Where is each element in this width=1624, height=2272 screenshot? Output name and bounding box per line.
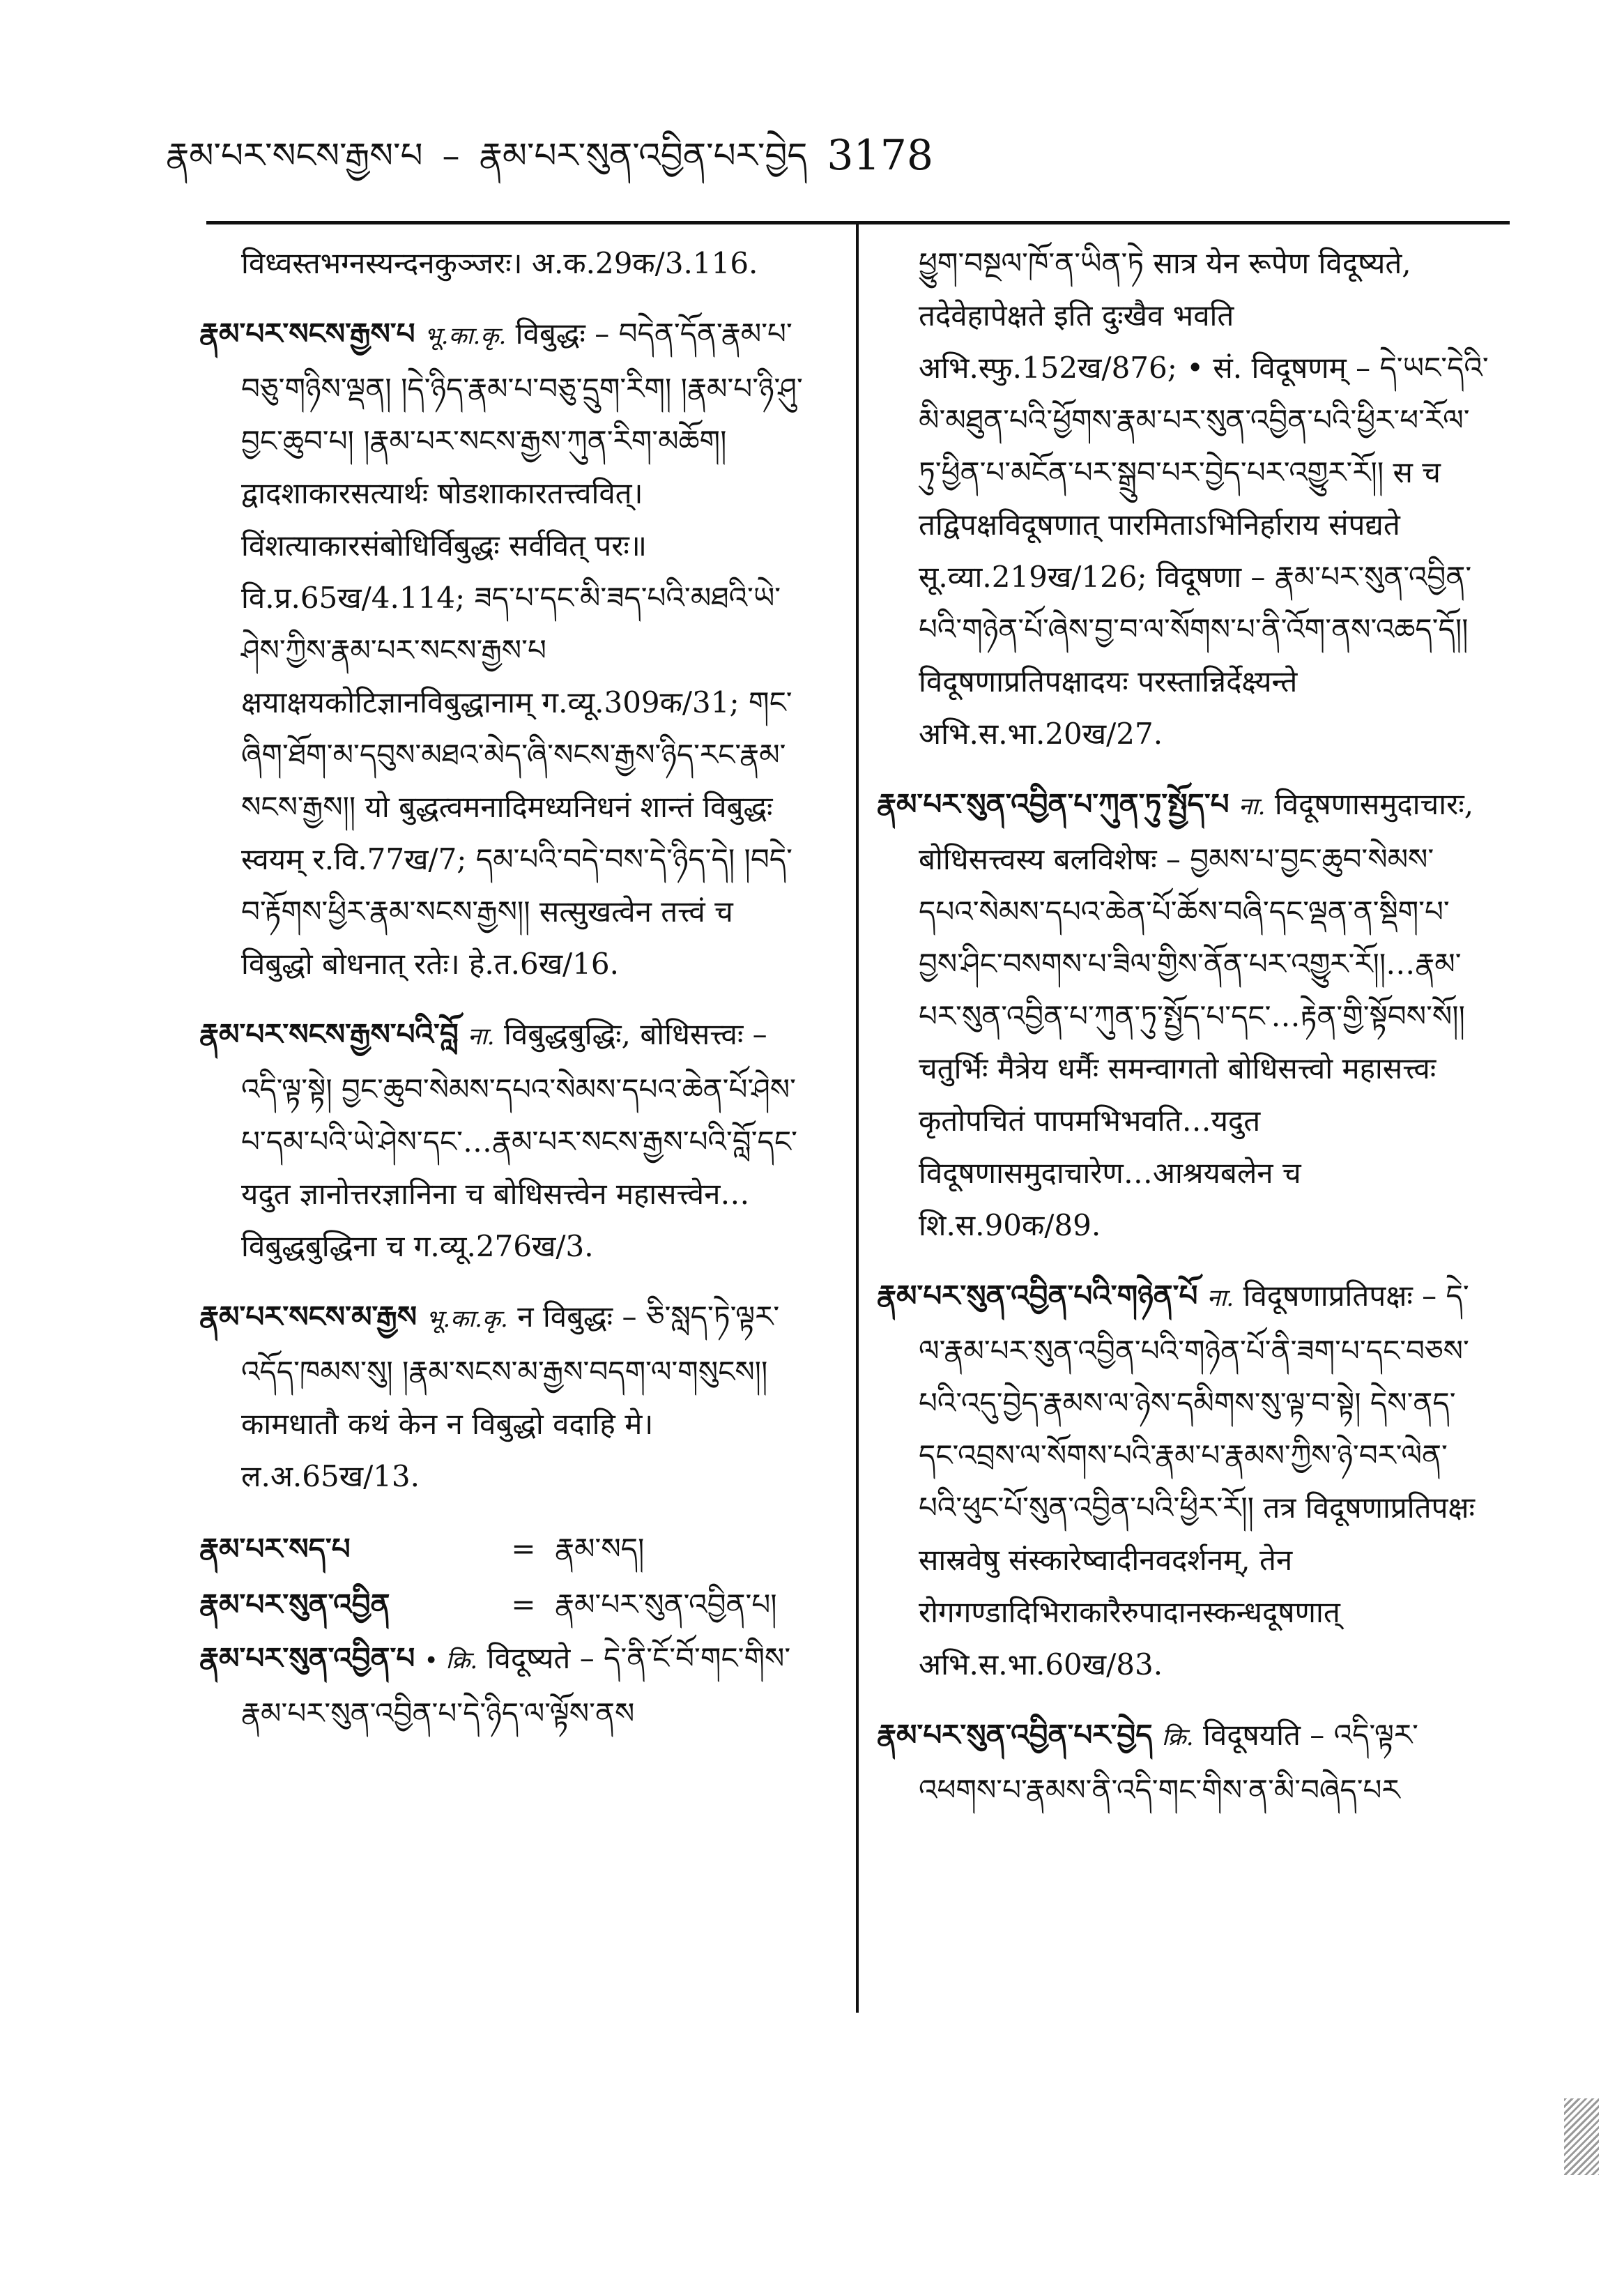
grammar-abbr: ना. [1206,1284,1234,1312]
grammar-abbr: भू.का.कृ. [424,322,507,350]
dictionary-entry [877,1709,1490,1816]
cross-reference [199,1576,813,1632]
continuation-text: ཕྱུག་བསྔལ་ཁོ་ན་ཡིན་ཏེ सात्र येन रूपेण विदूष्यते, तदेवेहापेक्षते इति दुःखैव भवति अभि.स्फु.152ख/876; • सं. विदूषणम् – དེ་ཡང་དེའི་མི་མཐུན་པའི་ཕྱོགས་རྣམ་པར་སུན་འབྱིན་པའི་ཕྱིར་ཕ་རོལ་ཏུ་ཕྱིན་པ་མངོན་པར་སྒྲུབ་པར་བྱེད་པར་འགྱུར་རོ།། स च तद्विपक्षविदूषणात् पारमिताऽभिनिर्हाराय संपद्यते सू.व्या.219ख/126; विदूषणा – རྣམ་པར་སུན་འབྱིན་པའི་གཉེན་པོ་ཞེས་བྱ་བ་ལ་སོགས་པ་ནི་འོག་ནས་འཆད་དོ།། विदूषणाप्रतिपक्षादयः परस्तान्निर्देक्ष्यन्ते अभि.स.भा.20ख/27. [919,246,1489,751]
entry-body: विदूषणाप्रतिपक्षः – དེ་ལ་རྣམ་པར་སུན་འབྱིན་པའི་གཉེན་པོ་ནི་ཟག་པ་དང་བཅས་པའི་འདུ་བྱེད་རྣམས་ལ་ཉེས་དམིགས་སུ་ལྟ་བ་སྟེ། དེས་ནད་དང་འབྲས་ལ་སོགས་པའི་རྣམ་པ་རྣམས་ཀྱིས་ཉེ་བར་ལེན་པའི་ཕུང་པོ་སུན་འབྱིན་པའི་ཕྱིར་རོ།། तत्र विदूषणाप्रतिपक्षः सास्रवेषु संस्कारेष्वादीनवदर्शनम्, तेन रोगगण्डादिभिराकारैरुपादानस्कन्धदूषणात् अभि.स.भा.60ख/83. [919,1279,1476,1682]
grammar-abbr: ना. [1238,793,1266,821]
entry-body: विबुद्धबुद्धिः, बोधिसत्त्वः – འདི་ལྟ་སྟེ། བྱང་ཆུབ་སེམས་དཔའ་སེམས་དཔའ་ཆེན་པོ་ཤེས་པ་དམ་པའི་ཡེ་ཤེས་དང་…རྣམ་པར་སངས་རྒྱས་པའི་བློ་དང་ यदुत ज्ञानोत्तरज्ञानिना च बोधिसत्त्वेन महासत्त्वेन…विबुद्धबुद्धिना च ग.व्यू.276ख/3. [241,1017,797,1263]
grammar-abbr: क्रि. [1161,1723,1194,1751]
entry-headword: རྣམ་པར་སངས་རྒྱས་པའི་བློ [199,1017,459,1051]
grammar-abbr: भू.का.कृ. [426,1305,508,1333]
grammar-abbr: • क्रि. [424,1647,478,1675]
entry-body: विदूषणासमुदाचारः, बोधिसत्त्वस्य बलविशेषः – བྱམས་པ་བྱང་ཆུབ་སེམས་དཔའ་སེམས་དཔའ་ཆེན་པོ་ཆོས་བཞི་དང་ལྡན་ན་སྡིག་པ་བྱས་ཤིང་བསགས་པ་ཟིལ་གྱིས་ནོན་པར་འགྱུར་རོ།།…རྣམ་པར་སུན་འབྱིན་པ་ཀུན་ཏུ་སྤྱོད་པ་དང་…རྟེན་གྱི་སྟོབས་སོ།། चतुर्भिः मैत्रेय धर्मैः समन्वागतो बोधिसत्त्वो महासत्त्वः कृतोपचितं पापमभिभवति…यदुत विदूषणासमुदाचारेण…आश्रयबलेन च शि.स.90क/89. [919,787,1474,1242]
cross-reference-list [199,1520,813,1632]
entry-body: न विबुद्धः – ཅི་སླད་ཏེ་ལྟར་འདོད་ཁམས་སུ། །རྣམ་སངས་མ་རྒྱས་བདག་ལ་གསུངས།། कामधातौ कथं केन न विबुद्धो वदाहि मे। ल.अ.65ख/13. [241,1299,780,1493]
xref-equals: = [511,1531,536,1566]
xref-target: རྣམ་སད། [555,1531,645,1566]
header-dash: – [442,135,460,176]
entry-headword: རྣམ་པར་སངས་མ་རྒྱས [199,1299,418,1334]
entry-headword: རྣམ་པར་སངས་རྒྱས་པ [199,317,415,351]
column-divider [856,224,859,2013]
entry-headword: རྣམ་པར་སུན་འབྱིན་པའི་གཉེན་པོ [877,1279,1198,1313]
dictionary-entry [877,778,1490,1251]
grammar-abbr: ना. [468,1023,495,1051]
dictionary-entry [877,1270,1490,1691]
xref-term: རྣམ་པར་སུན་འབྱིན [199,1587,390,1622]
page-number: 3178 [827,131,934,180]
dictionary-entry [199,1008,813,1272]
entry-headword: རྣམ་པར་སུན་འབྱིན་པ་ཀུན་ཏུ་སྤྱོད་པ [877,787,1230,821]
scan-artifact [1564,2098,1599,2175]
entry-headword: རྣམ་པར་སུན་འབྱིན་པ [199,1641,415,1675]
dictionary-entry [199,307,813,990]
left-column [199,237,813,2022]
header-last-headword: རྣམ་པར་སུན་འབྱིན་པར་བྱེད [479,135,808,176]
entry-headword: རྣམ་པར་སུན་འབྱིན་པར་བྱེད [877,1718,1153,1752]
xref-term: རྣམ་པར་སད་པ [199,1531,351,1566]
right-column [877,237,1490,2022]
entry-body: विदूष्यते – དེ་ནི་ངོ་བོ་གང་གིས་རྣམ་པར་སུན་འབྱིན་པ་དེ་ཉིད་ལ་ལྟོས་ནས [241,1641,791,1730]
dictionary-entry [199,1632,813,1739]
continuation-line: विध्वस्तभग्नस्यन्दनकुञ्जरः। अ.क.29क/3.116. [241,246,758,280]
entry-body: विबुद्धः – བདེན་དོན་རྣམ་པ་བཅུ་གཉིས་ལྡན། །དེ་ཉིད་རྣམ་པ་བཅུ་དྲུག་རིག། །རྣམ་པ་ཉི་ཤུ་བྱང་ཆུབ་པ། །རྣམ་པར་སངས་རྒྱས་ཀུན་རིག་མཆོག། द्वादशाकारसत्यार्थः षोडशाकारतत्त्ववित्। विंशत्याकारसंबोधिर्विबुद्धः सर्ववित् परः॥ वि.प्र.65ख/4.114; ཟད་པ་དང་མི་ཟད་པའི་མཐའི་ཡེ་ཤེས་ཀྱིས་རྣམ་པར་སངས་རྒྱས་པ क्षयाक्षयकोटिज्ञानविबुद्धानाम् ग.व्यू.309क/31; གང་ཞིག་ཐོག་མ་དབུས་མཐའ་མེད་ཞི་སངས་རྒྱས་ཉིད་རང་རྣམ་སངས་རྒྱས།། यो बुद्धत्वमनादिमध्यनिधनं शान्तं विबुद्धः स्वयम् र.वि.77ख/7; དམ་པའི་བདེ་བས་དེ་ཉིད་དེ། །བདེ་བ་རྟོགས་ཕྱིར་རྣམ་སངས་རྒྱས།། सत्सुखत्वेन तत्त्वं च विबुद्धो बोधनात् रतेः। हे.त.6ख/16. [241,317,803,981]
header-first-headword: རྣམ་པར་སངས་རྒྱས་པ [166,135,423,176]
dictionary-entry [199,1290,813,1502]
entry-body: विदूषयति – འདི་ལྟར་འཕགས་པ་རྣམས་ནི་འདི་གང་གིས་ན་མི་བཞེད་པར [919,1718,1418,1807]
running-header [166,117,934,194]
xref-equals: = [511,1587,536,1622]
xref-target: རྣམ་པར་སུན་འབྱིན་པ། [555,1587,777,1622]
cross-reference [199,1520,813,1576]
